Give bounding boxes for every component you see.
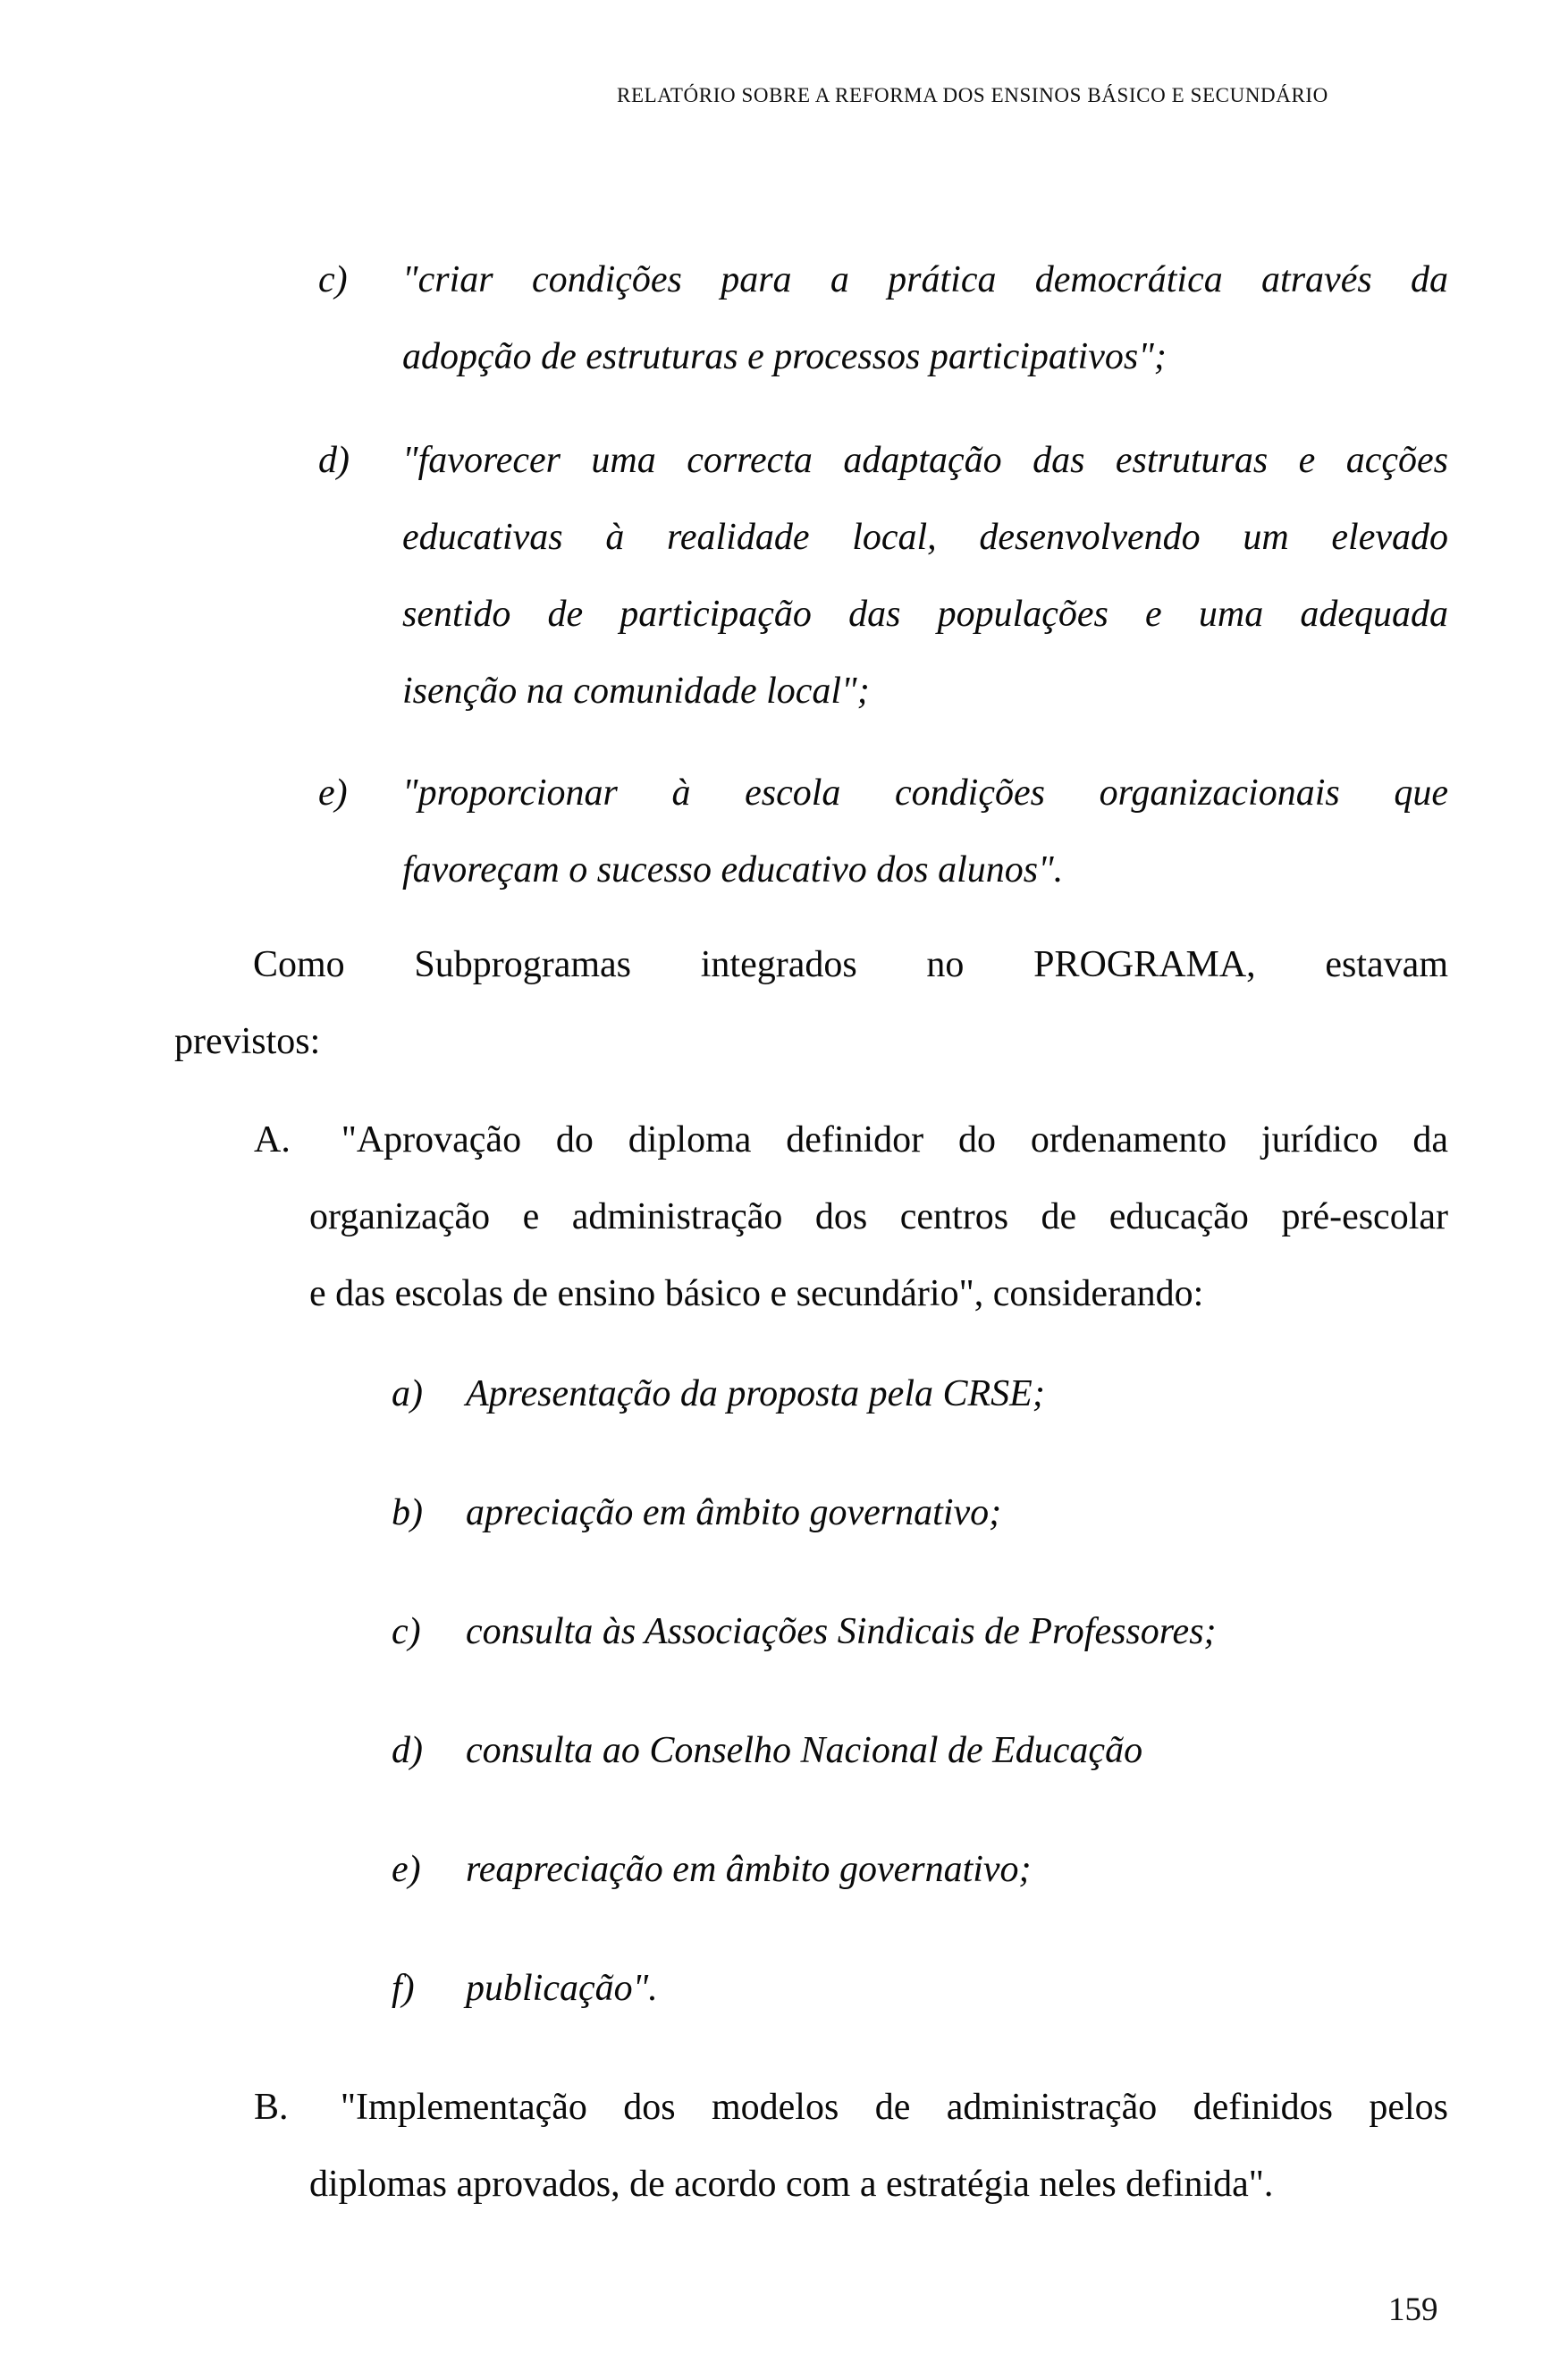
sub-item-b [392, 1474, 1448, 1551]
list-marker-d: d) [318, 440, 350, 481]
sub-text-d: consulta ao Conselho Nacional de Educação [466, 1730, 1143, 1771]
text-line: adopção de estruturas e processos participativos"; [402, 336, 1167, 377]
list-marker-c: c) [318, 259, 348, 300]
list-item-e-text [402, 755, 1448, 908]
section-b-paragraph [254, 2069, 1448, 2223]
sub-marker-b: b) [392, 1492, 423, 1533]
sub-text-c: consulta às Associações Sindicais de Professores; [466, 1611, 1217, 1652]
list-item-c-text [402, 241, 1448, 395]
sub-marker-a: a) [392, 1373, 423, 1414]
sub-item-c [392, 1593, 1448, 1670]
page-body [174, 241, 1448, 2223]
text-line: "criar condições para a prática democrática através da [402, 259, 1448, 300]
text-line [254, 1101, 1448, 1178]
text-line: "proporcionar à escola condições organizacionais que [402, 772, 1448, 814]
text-line: Como Subprogramas integrados no PROGRAMA, estavam [253, 944, 1448, 985]
text-line: isenção na comunidade local"; [402, 671, 870, 712]
sub-marker-e: e) [392, 1849, 421, 1890]
sub-text-a: Apresentação da proposta pela CRSE; [466, 1373, 1045, 1414]
section-a-line1: "Aprovação do diploma definidor do ordenamento jurídico da [341, 1119, 1449, 1160]
section-a-paragraph [254, 1101, 1448, 1332]
sub-list [174, 1355, 1448, 2027]
text-line: "favorecer uma correcta adaptação das estruturas e acções [402, 440, 1448, 481]
text-line: educativas à realidade local, desenvolvendo um elevado [402, 517, 1448, 558]
sub-marker-c: c) [392, 1611, 421, 1652]
text-line: sentido de participação das populações e uma adequada [402, 594, 1448, 635]
sub-item-a [392, 1355, 1448, 1432]
list-marker-e: e) [318, 772, 348, 814]
section-a-marker: A. [254, 1119, 291, 1160]
page-number: 159 [1388, 2291, 1438, 2328]
sub-text-f: publicação". [466, 1968, 658, 2009]
text-line: e das escolas de ensino básico e secundário", considerando: [309, 1273, 1204, 1314]
sub-item-e [392, 1831, 1448, 1908]
running-header: RELATÓRIO SOBRE A REFORMA DOS ENSINOS BÁSICO E SECUNDÁRIO [617, 84, 1328, 106]
list-item-c [174, 241, 1448, 395]
list-item-d [174, 422, 1448, 730]
sub-item-d [392, 1712, 1448, 1789]
sub-text-b: apreciação em âmbito governativo; [466, 1492, 1002, 1533]
section-b-marker: B. [254, 2087, 289, 2128]
text-line [254, 2069, 1448, 2146]
sub-item-f [392, 1950, 1448, 2027]
sub-marker-f: f) [392, 1968, 415, 2009]
text-line: organização e administração dos centros de educação pré-escolar [309, 1196, 1448, 1237]
sub-text-e: reapreciação em âmbito governativo; [466, 1849, 1032, 1890]
list-item-e [174, 755, 1448, 908]
list-item-d-text [402, 422, 1448, 730]
text-line: favoreçam o sucesso educativo dos alunos". [402, 849, 1064, 890]
intro-paragraph [174, 926, 1448, 1080]
text-line: diplomas aprovados, de acordo com a estratégia neles definida". [309, 2164, 1274, 2205]
section-b-line1: "Implementação dos modelos de administração definidos pelos [340, 2087, 1448, 2128]
sub-marker-d: d) [392, 1730, 423, 1771]
text-line: previstos: [174, 1021, 321, 1062]
